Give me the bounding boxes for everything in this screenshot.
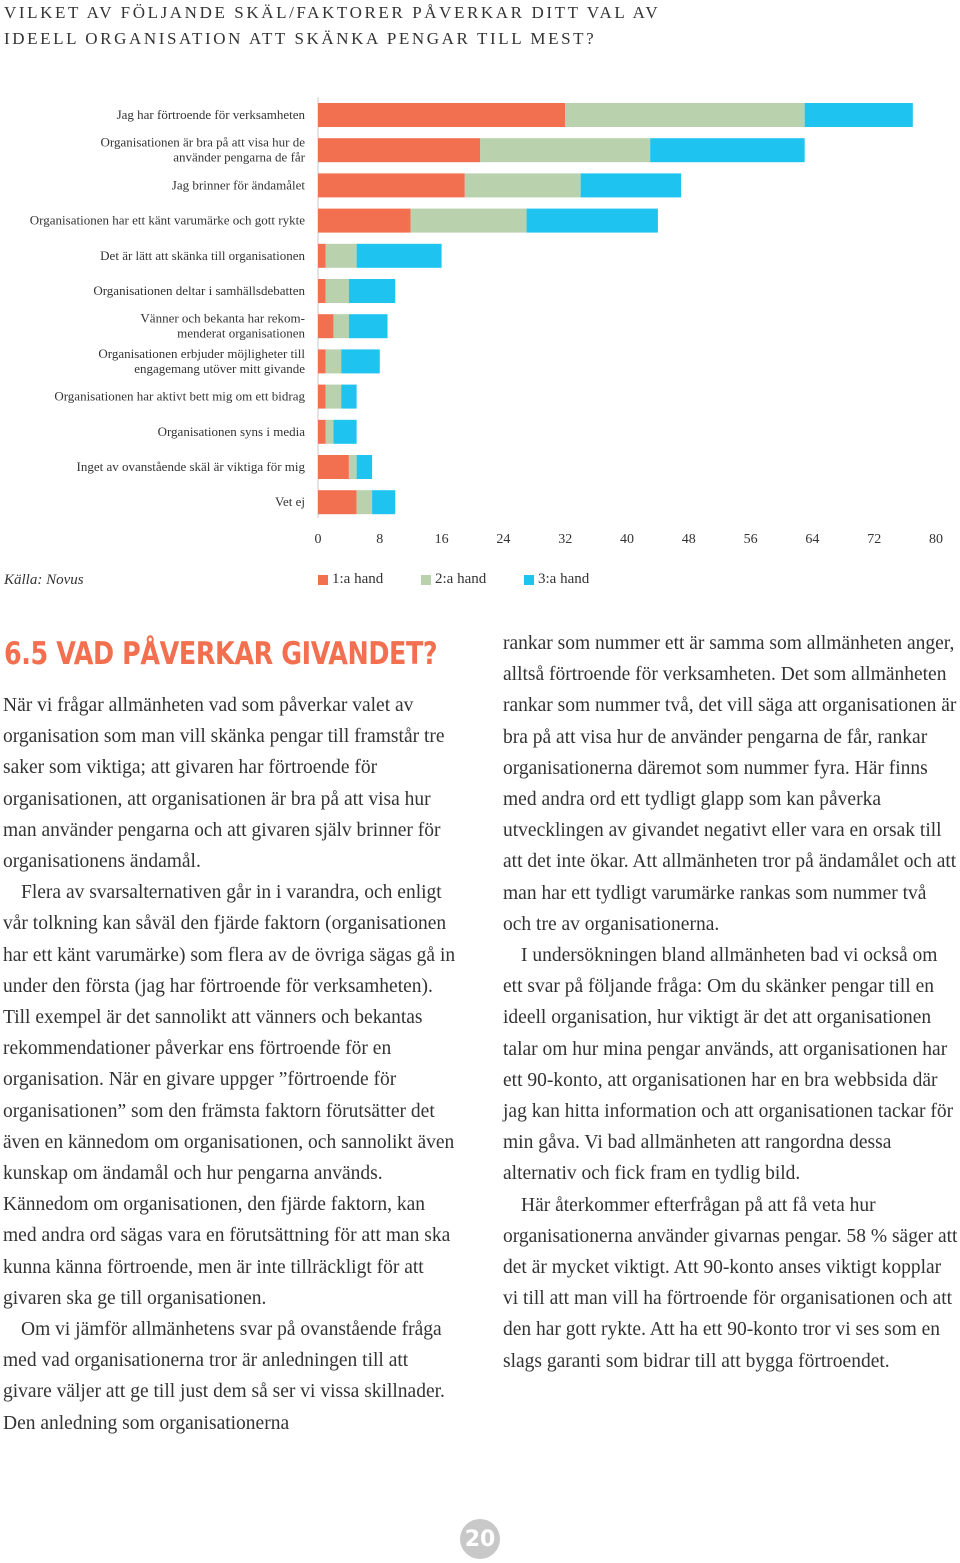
legend-label-3: 3:a hand bbox=[538, 571, 590, 587]
bar-7-series-2 bbox=[333, 314, 348, 338]
bar-6-series-1 bbox=[318, 279, 326, 303]
legend-swatch-1 bbox=[318, 575, 328, 585]
bar-11-series-1 bbox=[318, 455, 349, 479]
bar-10-series-3 bbox=[333, 420, 356, 444]
bar-11-series-3 bbox=[357, 455, 372, 479]
category-label-12: Vet ej bbox=[275, 494, 305, 510]
legend-item-3 bbox=[524, 571, 589, 588]
bar-7-series-3 bbox=[349, 314, 388, 338]
bar-9-series-3 bbox=[341, 385, 356, 409]
category-label-8-line-2: engagemang utöver mitt givande bbox=[134, 360, 305, 376]
bar-8-series-2 bbox=[326, 349, 341, 373]
category-label-6: Organisationen deltar i samhällsdebatten bbox=[93, 283, 305, 298]
bar-8-series-1 bbox=[318, 349, 326, 373]
right-paragraph-1: rankar som nummer ett är samma som allmänheten anger, alltså förtroende för verksamheten. Det som allmänheten rankar som nummer två, det vill säga att organisationen är bra på att visa hur de använder pengarna de får, rankar organisationerna däremot som nummer fyra. Här finns med andra ord ett tydligt glapp som kan påverka utvecklingen av givandet negativt eller vara en orsak till att det inte ökar. Att allmänheten tror på ändamålet och att man har ett tydligt varumärke rankas som nummer två och tre av organisationerna. bbox=[503, 633, 957, 935]
bar-1-series-3 bbox=[805, 103, 913, 127]
x-tick-label-8: 8 bbox=[376, 532, 384, 547]
bar-4-series-2 bbox=[411, 209, 527, 233]
bar-6-series-3 bbox=[349, 279, 395, 303]
left-text-column bbox=[3, 690, 459, 1439]
section-title: 6.5 VAD PÅVERKAR GIVANDET? bbox=[4, 636, 438, 672]
category-label-5: Det är lätt att skänka till organisationen bbox=[100, 247, 305, 263]
bar-4-series-1 bbox=[318, 209, 411, 233]
legend-item-2 bbox=[421, 571, 524, 588]
category-label-3: Jag brinner för ändamålet bbox=[171, 177, 305, 193]
bar-1-series-2 bbox=[565, 103, 804, 127]
legend-item-1 bbox=[318, 571, 421, 588]
x-tick-label-40: 40 bbox=[620, 532, 634, 547]
bar-3-series-1 bbox=[318, 173, 465, 197]
bar-10-series-2 bbox=[326, 420, 334, 444]
bar-8-series-3 bbox=[341, 349, 380, 373]
category-label-7-line-1: Vänner och bekanta har rekom- bbox=[140, 310, 305, 326]
bar-1-series-1 bbox=[318, 103, 565, 127]
category-label-2-line-1: Organisationen är bra på att visa hur de bbox=[100, 134, 305, 150]
bar-10-series-1 bbox=[318, 420, 326, 444]
right-text-column bbox=[503, 628, 958, 1377]
x-tick-label-56: 56 bbox=[743, 532, 758, 547]
category-label-11: Inget av ovanstående skäl är viktiga för mig bbox=[76, 459, 305, 474]
bar-12-series-1 bbox=[318, 490, 357, 514]
bar-5-series-1 bbox=[318, 244, 326, 268]
bar-3-series-3 bbox=[581, 173, 681, 197]
bar-2-series-3 bbox=[650, 138, 805, 162]
bar-11-series-2 bbox=[349, 455, 357, 479]
legend-swatch-2 bbox=[421, 575, 431, 585]
bar-12-series-3 bbox=[372, 490, 395, 514]
category-label-7-line-2: menderat organisationen bbox=[177, 325, 305, 341]
x-tick-label-24: 24 bbox=[496, 532, 511, 547]
left-paragraph-3: Om vi jämför allmänhetens svar på ovanstående fråga med vad organisationerna tror är anledningen till att givare väljer att ge till just dem så ser vi vissa skillnader. Den anledning som organisationerna bbox=[3, 1319, 445, 1434]
bar-2-series-1 bbox=[318, 138, 480, 162]
legend-label-2: 2:a hand bbox=[435, 571, 487, 587]
x-tick-label-16: 16 bbox=[434, 532, 449, 547]
category-label-9: Organisationen har aktivt bett mig om ett bidrag bbox=[54, 388, 305, 404]
bar-7-series-1 bbox=[318, 314, 333, 338]
bar-9-series-2 bbox=[326, 385, 341, 409]
page-number-badge: 20 bbox=[460, 1519, 500, 1559]
left-paragraph-2: Flera av svarsalternativen går in i varandra, och enligt vår tolkning kan såväl den fjärde faktorn (organisationen har ett känt varumärke) som flera av de övriga sägas gå in under den första (jag har förtroende för verksamheten). Till exempel är det sannolikt att vänners och bekantas rekommendationer påverkar ens förtroende för en organisation. När en givare uppger ”förtroende för organisationen” som den främsta faktorn förutsätter det även en kännedom om organisationen, och sannolikt även kunskap om ändamål och hur pengarna används. Kännedom om organisationen, den fjärde faktorn, kan med andra ord sägas vara en förutsättning för att man ska kunna känna förtroende, men är inte tillräckligt för att givaren ska ge till organisationen. bbox=[3, 882, 456, 1309]
bar-4-series-3 bbox=[527, 209, 658, 233]
left-paragraph-1: När vi frågar allmänheten vad som påverkar valet av organisation som man vill skänka pengar till framstår tre saker som viktiga; att givaren har förtroende för organisationen, att organisationen är bra på att visa hur man använder pengarna och att givaren själv brinner för organisationens ändamål. bbox=[3, 695, 445, 873]
category-label-8-line-1: Organisationen erbjuder möjligheter till bbox=[98, 345, 305, 361]
legend-label-1: 1:a hand bbox=[332, 571, 384, 587]
x-tick-label-0: 0 bbox=[314, 532, 322, 547]
x-tick-label-32: 32 bbox=[558, 532, 573, 547]
chart-heading-line-1: VILKET AV FÖLJANDE SKÄL/FAKTORER PÅVERKAR DITT VAL AV bbox=[4, 3, 661, 22]
chart-legend bbox=[318, 571, 589, 588]
bar-12-series-2 bbox=[357, 490, 372, 514]
right-paragraph-3: Här återkommer efterfrågan på att få veta hur organisationerna använder givarnas pengar. 58 % säger att det är mycket viktigt. Att 90-konto anses viktigt kopplar vi till att man vill ha förtroende för organisationen och att den har gott rykte. Att ha ett 90-konto tror vi ses som en slags garanti som bidrar till att bygga förtroendet. bbox=[503, 1194, 958, 1372]
chart-heading-line-2: IDEELL ORGANISATION ATT SKÄNKA PENGAR TILL MEST? bbox=[4, 29, 597, 48]
chart-source: Källa: Novus bbox=[4, 572, 84, 588]
right-paragraph-2: I undersökningen bland allmänheten bad vi också om ett svar på följande fråga: Om du skänker pengar till en ideell organisation, hur viktigt är det att organisationen talar om hur mina pengar används, att organisationen har ett 90-konto, att organisationen har en bra webbsida där jag kan hitta information och att organisationen tackar för min gåva. Vi bad allmänheten att rangordna dessa alternativ och fick fram en tydlig bild. bbox=[503, 945, 954, 1185]
bar-2-series-2 bbox=[480, 138, 650, 162]
bar-9-series-1 bbox=[318, 385, 326, 409]
bar-5-series-2 bbox=[326, 244, 357, 268]
legend-swatch-3 bbox=[524, 575, 534, 585]
category-label-1: Jag har förtroende för verksamheten bbox=[116, 107, 305, 122]
x-tick-label-48: 48 bbox=[681, 532, 696, 547]
x-tick-label-80: 80 bbox=[929, 532, 943, 547]
category-label-4: Organisationen har ett känt varumärke och gott rykte bbox=[29, 212, 305, 228]
category-label-10: Organisationen syns i media bbox=[157, 423, 305, 439]
stacked-bar-chart bbox=[0, 0, 960, 560]
x-tick-label-72: 72 bbox=[867, 532, 882, 547]
bar-6-series-2 bbox=[326, 279, 349, 303]
x-tick-label-64: 64 bbox=[805, 532, 820, 547]
bar-5-series-3 bbox=[357, 244, 442, 268]
bar-3-series-2 bbox=[465, 173, 581, 197]
category-label-2-line-2: använder pengarna de får bbox=[173, 149, 305, 165]
